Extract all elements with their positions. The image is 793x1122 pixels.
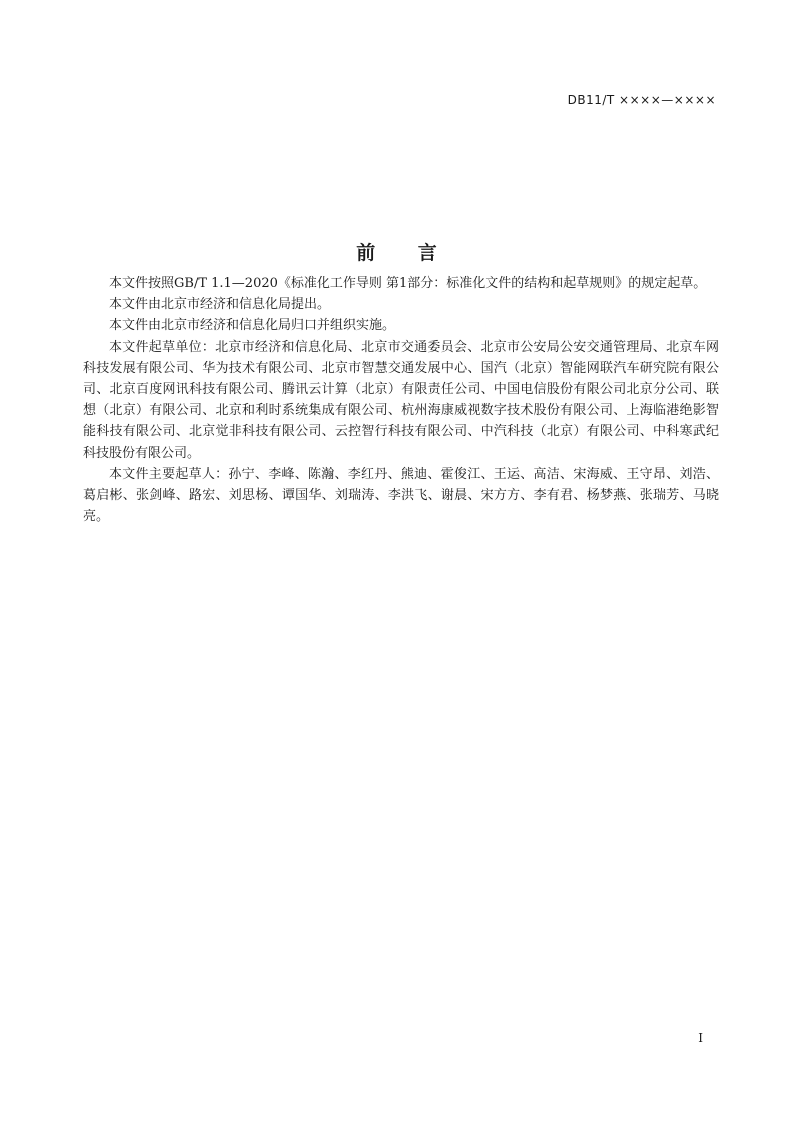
- foreword-body: [83, 273, 719, 527]
- paragraph-proposer: 本文件由北京市经济和信息化局提出。: [109, 297, 331, 313]
- paragraph-drafting-units: 本文件起草单位：北京市经济和信息化局、北京市交通委员会、北京市公安局公安交通管理局、北京车网科技发展有限公司、华为技术有限公司、北京市智慧交通发展中心、国汽（北京）智能网联汽车研究院有限公司、北京百度网讯科技有限公司、腾讯云计算（北京）有限责任公司、中国电信股份有限公司北京分公司、联想（北京）有限公司、北京和利时系统集成有限公司、杭州海康威视数字技术股份有限公司、上海临港绝影智能科技有限公司、北京觉非科技有限公司、云控智行科技有限公司、中汽科技（北京）有限公司、中科寒武纪科技股份有限公司。: [83, 339, 719, 461]
- section-title: 前 言: [356, 242, 455, 264]
- paragraph-administrator: 本文件由北京市经济和信息化局归口并组织实施。: [109, 318, 396, 334]
- paragraph-drafting-rules: 本文件按照GB/T 1.1—2020《标准化工作导则 第1部分：标准化文件的结构和起草规则》的规定起草。: [109, 276, 707, 291]
- paragraph-drafters: 本文件主要起草人：孙宁、李峰、陈瀚、李红丹、熊迪、霍俊江、王运、高洁、宋海威、王守昂、刘浩、葛启彬、张剑峰、路宏、刘思杨、谭国华、刘瑞涛、李洪飞、谢晨、宋方方、李有君、杨梦燕、张瑞芳、马晓亮。: [83, 466, 719, 525]
- standard-code: DB11/T ××××—××××: [567, 93, 716, 107]
- page-number: I: [698, 1031, 703, 1045]
